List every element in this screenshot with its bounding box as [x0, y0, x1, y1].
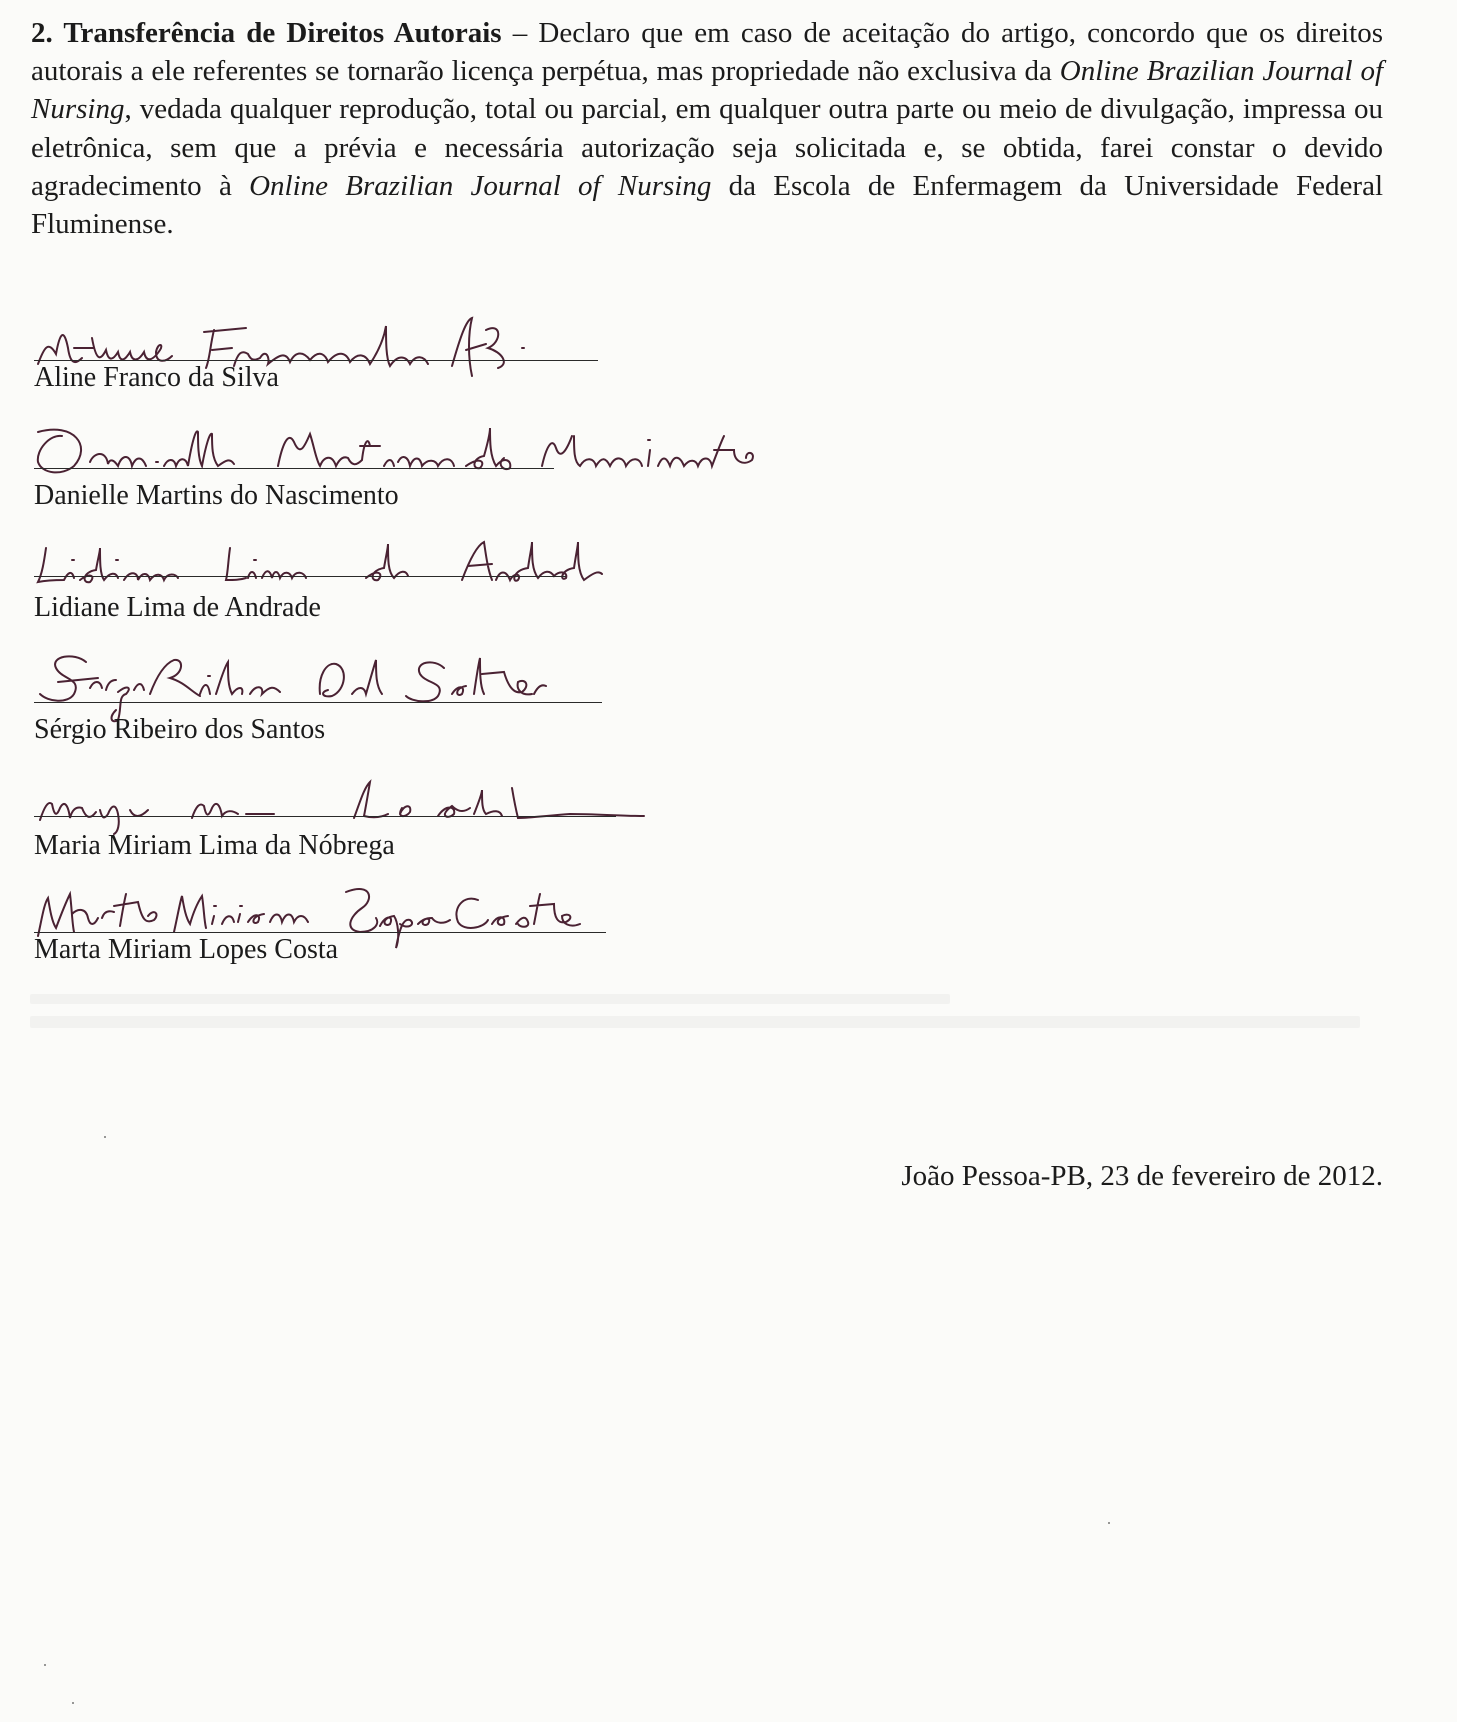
- clause-text-part-1: Declaro que em caso de aceitação do artigo, concordo que os direitos autorais a ele referentes se tornarão licença perpétua, mas propriedade não exclusiva da: [31, 17, 1384, 88]
- signatory-name: Lidiane Lima de Andrade: [34, 592, 321, 623]
- journal-name: Online Brazilian Journal of Nursing: [249, 169, 712, 202]
- handwritten-signature: [34, 774, 674, 834]
- signature-line: [34, 702, 602, 704]
- copyright-transfer-clause: [31, 14, 1383, 243]
- scan-speck: [44, 1664, 46, 1666]
- signature-block: [34, 540, 754, 640]
- signatory-name: Maria Miriam Lima da Nóbrega: [34, 830, 395, 861]
- signature-line: [34, 816, 616, 818]
- bleed-through-mark: [30, 994, 950, 1004]
- signature-block: [34, 880, 754, 980]
- scan-speck: [1108, 1522, 1110, 1524]
- clause-text-part-2: , vedada qualquer reprodução, total ou parcial, em qualquer outra parte ou meio de divulgação, impressa ou eletrônica, sem que a prévia e necessária autorização seja solicitada e, se obtida, farei constar o devido agradecimento à: [31, 93, 1383, 202]
- signature-line: [34, 468, 554, 470]
- signatory-name: Sérgio Ribeiro dos Santos: [34, 714, 326, 745]
- clause-text-part-3: da Escola de Enfermagem da Universidade Federal Fluminense.: [31, 169, 1383, 241]
- signature-line: [34, 576, 566, 578]
- clause-dash: –: [501, 17, 539, 49]
- signature-block: [34, 656, 754, 766]
- handwritten-signature: [34, 540, 654, 590]
- signature-block: [34, 774, 754, 874]
- signature-block: [34, 318, 754, 408]
- handwritten-signature: [34, 422, 774, 482]
- place-and-date: João Pessoa-PB, 23 de fevereiro de 2012.: [901, 1160, 1383, 1192]
- bleed-through-mark: [30, 1016, 1360, 1028]
- signatory-name: Marta Miriam Lopes Costa: [34, 934, 339, 965]
- journal-name: Online Brazilian Journal of Nursing: [31, 55, 1383, 126]
- signature-block: [34, 420, 754, 520]
- signatory-name: Danielle Martins do Nascimento: [34, 480, 399, 511]
- scan-speck: [72, 1702, 74, 1704]
- clause-heading: 2. Transferência de Direitos Autorais: [31, 17, 502, 49]
- signatory-name: Aline Franco da Silva: [34, 362, 279, 393]
- scan-speck: [104, 1136, 106, 1138]
